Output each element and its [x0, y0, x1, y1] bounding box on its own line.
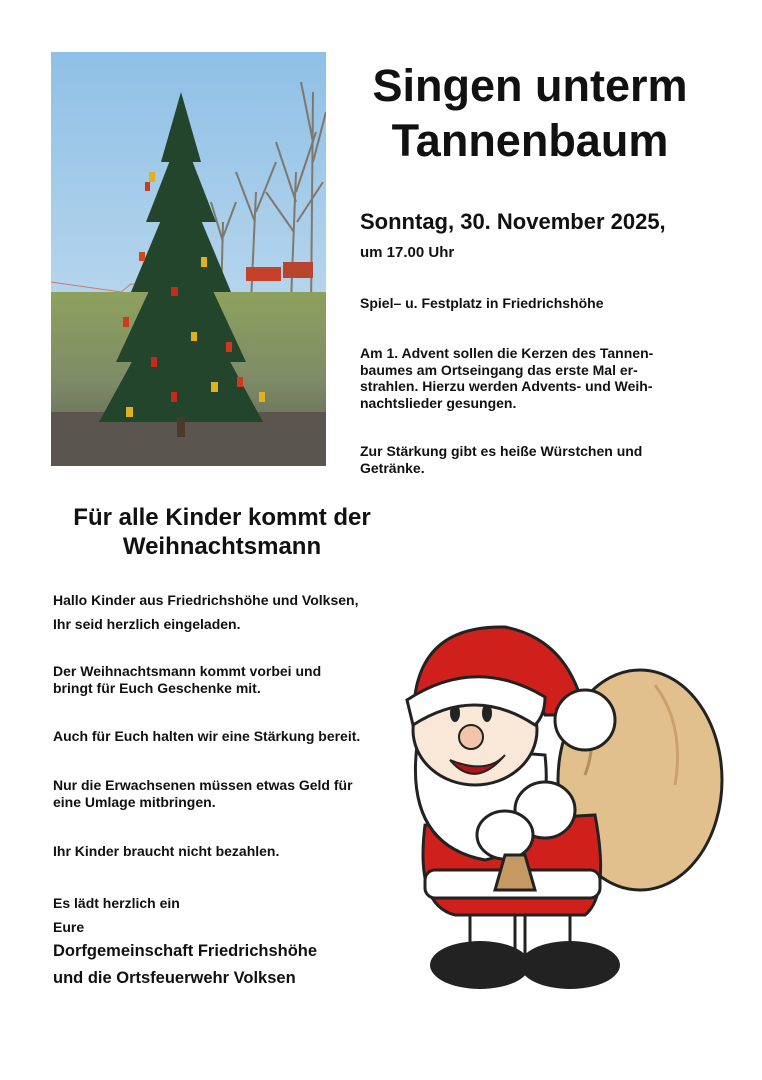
christmas-tree-photo	[51, 52, 326, 466]
event-place: Spiel– u. Festplatz in Friedrichshöhe	[360, 295, 604, 311]
event-date: Sonntag, 30. November 2025,	[360, 209, 666, 234]
adults-fee-paragraph: Nur die Erwachsenen müssen etwas Geld für eine Umlage mitbringen.	[53, 777, 353, 810]
closing-text: Es lädt herzlich ein Eure	[53, 895, 180, 935]
kids-free-paragraph: Ihr Kinder braucht nicht bezahlen.	[53, 843, 280, 859]
santa-claus-illustration	[395, 615, 725, 1000]
kids-refreshment-paragraph: Auch für Euch halten wir eine Stärkung bereit.	[53, 728, 361, 744]
kids-gifts-paragraph: Der Weihnachtsmann kommt vorbei und bringt für Euch Geschenke mit.	[53, 663, 322, 696]
kids-heading: Für alle Kinder kommt der Weihnachtsmann	[73, 504, 371, 560]
kids-greeting: Hallo Kinder aus Friedrichshöhe und Volksen, Ihr seid herzlich eingeladen.	[53, 592, 359, 632]
page-title: Singen unterm Tannenbaum	[372, 60, 688, 166]
advent-paragraph: Am 1. Advent sollen die Kerzen des Tannen- baumes am Ortseingang das erste Mal er- strahlen. Hierzu werden Advents- und Weih- nachtslieder gesungen.	[360, 345, 654, 411]
organizers: Dorfgemeinschaft Friedrichshöhe und die Ortsfeuerwehr Volksen	[53, 942, 318, 987]
event-time: um 17.00 Uhr	[360, 244, 455, 261]
food-paragraph: Zur Stärkung gibt es heiße Würstchen und Getränke.	[360, 443, 643, 476]
